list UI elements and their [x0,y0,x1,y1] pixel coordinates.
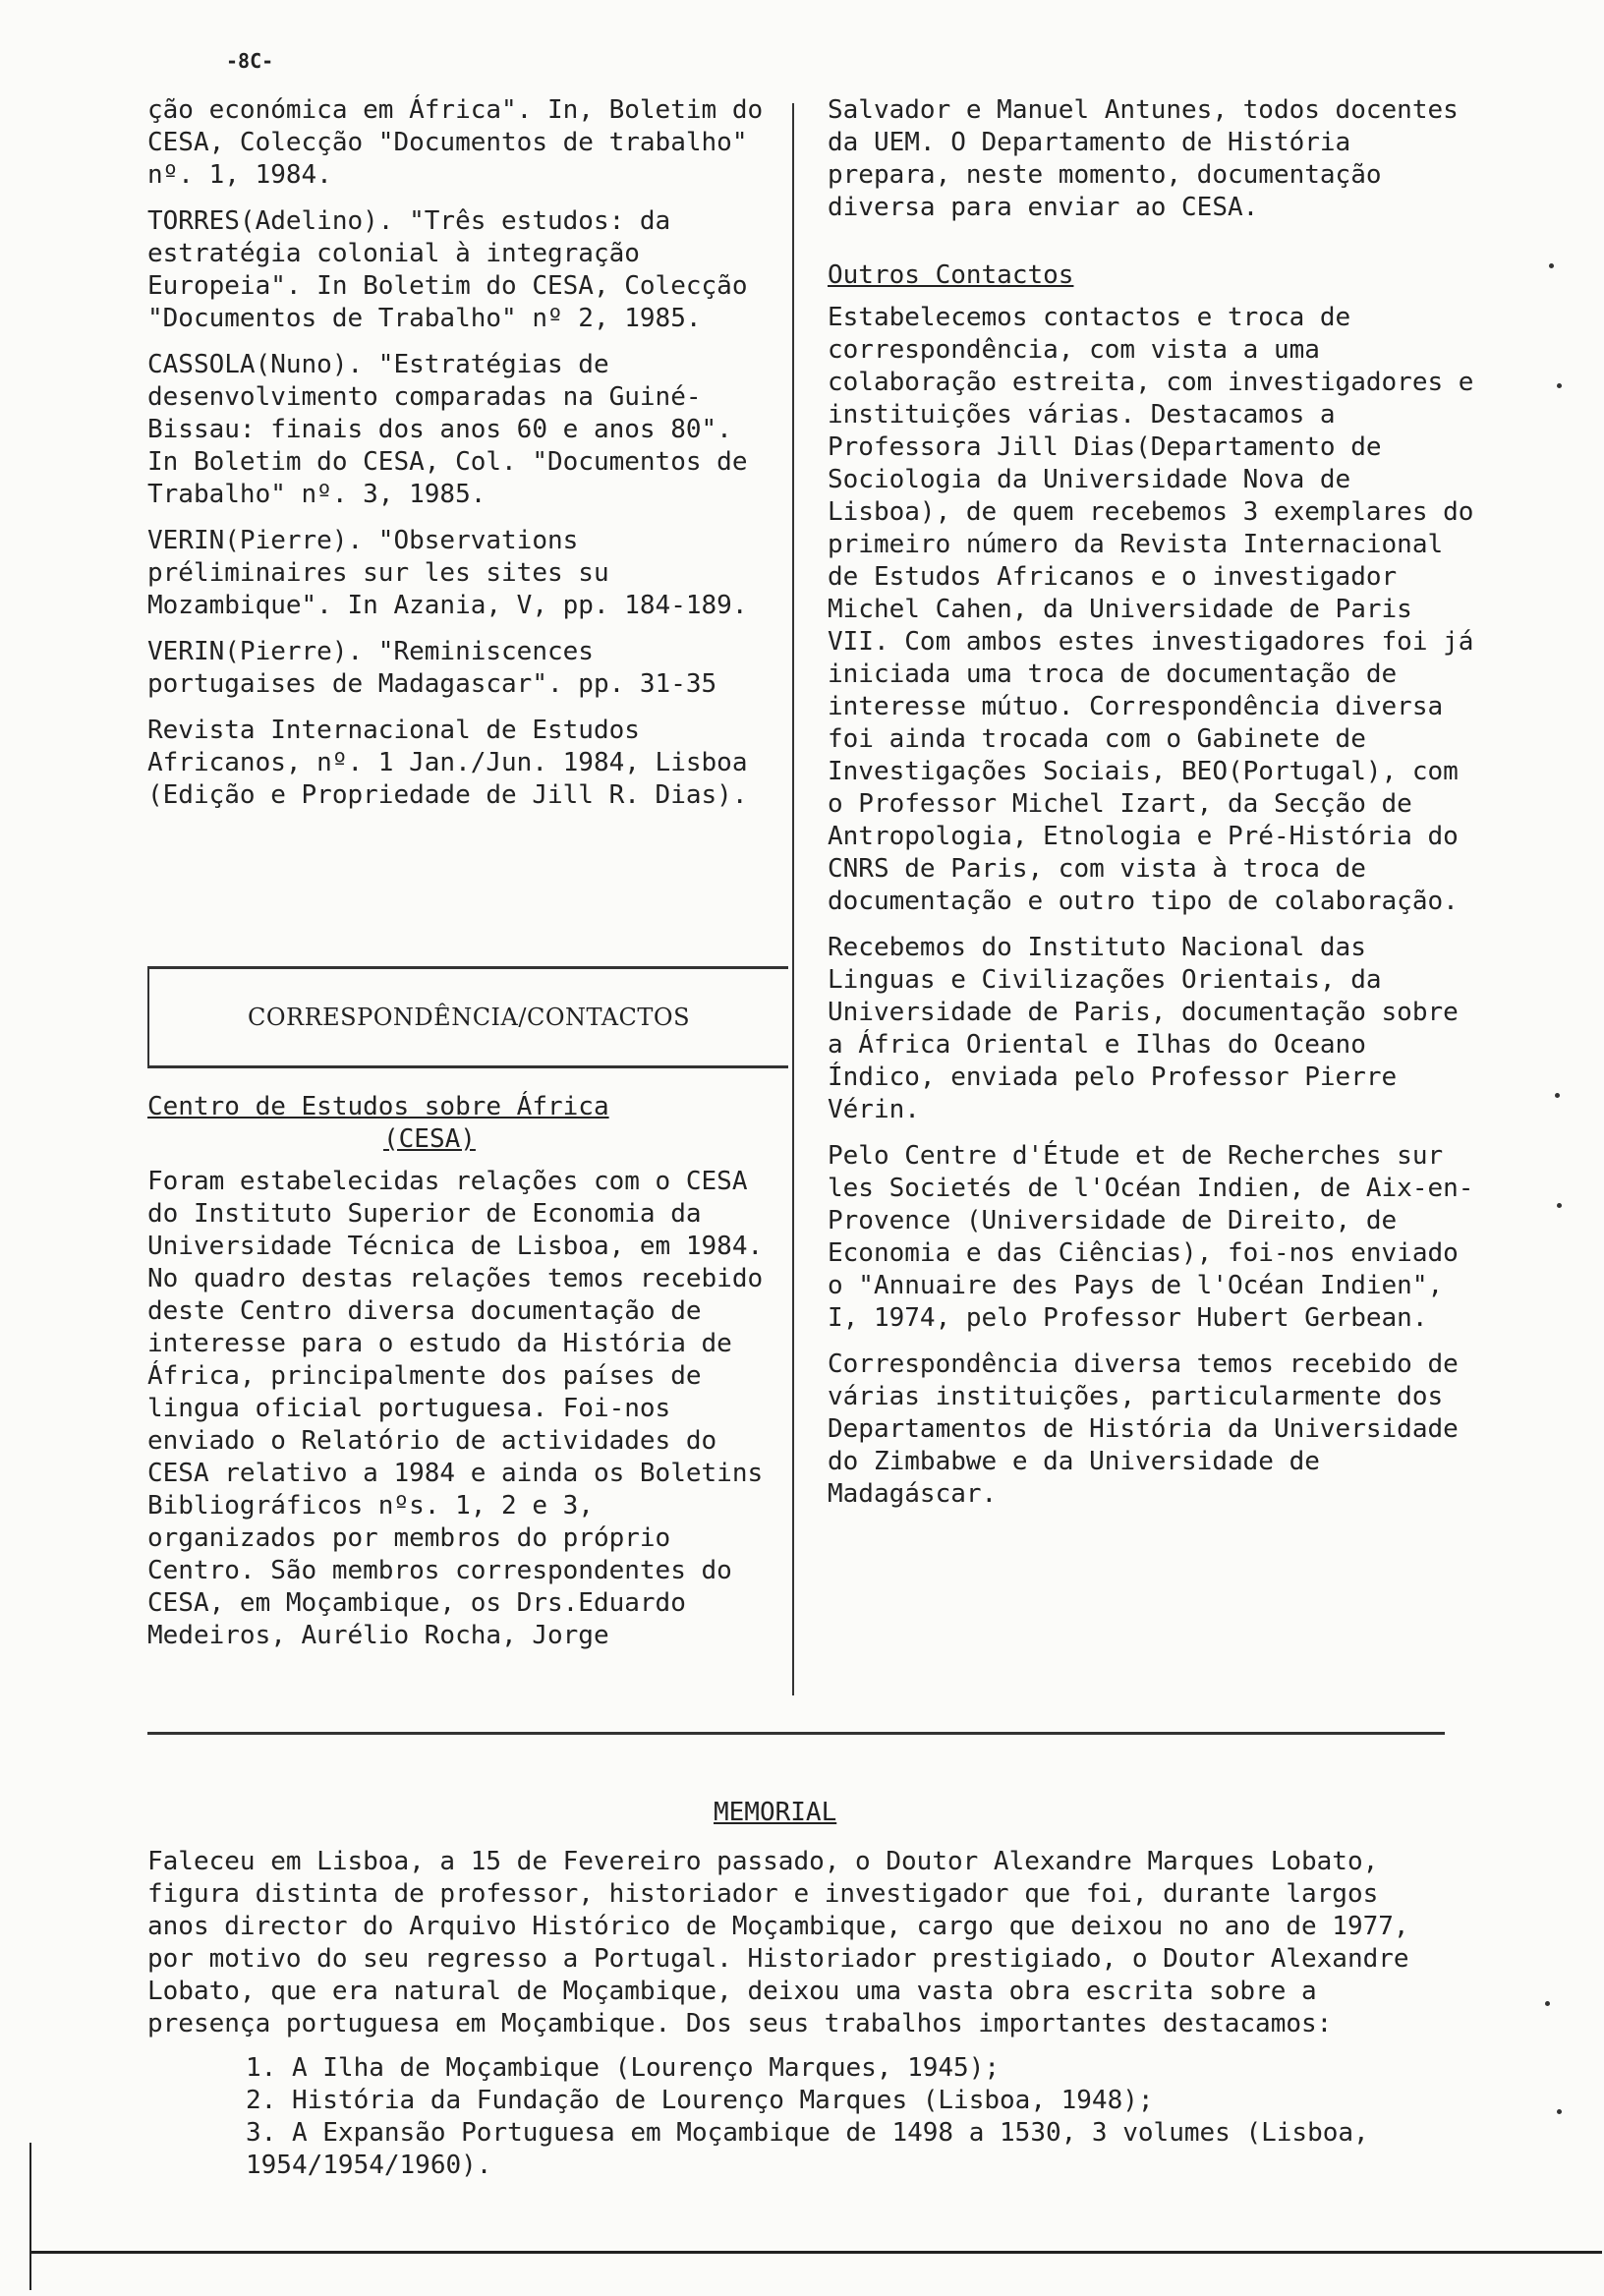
scan-speck [1557,383,1562,388]
right-paragraph: Recebemos do Instituto Nacional das Linguas e Civilizações Orientais, da Universidade de Paris, documentação sobre a África Oriental e Ilhas do Oceano Índico, enviada pelo Professor Pierre Vérin. [828,933,1459,1124]
reference-entry: TORRES(Adelino). "Três estudos: da estratégia colonial à integração Europeia". In Boletim do CESA, Colecção "Documentos de Trabalho" nº 2, 1985. [147,206,748,333]
bottom-margin-line [29,2143,31,2290]
reference-entry: VERIN(Pierre). "Reminiscences portugaises de Madagascar". pp. 31-35 [147,637,717,699]
memorial-section [147,1846,1455,2182]
memorial-body: Faleceu em Lisboa, a 15 de Fevereiro passado, o Doutor Alexandre Marques Lobato, figura distinta de professor, historiador e investigador que foi, durante largos anos director do Arquivo Histórico de Moçambique, cargo que deixou no ano de 1977, por motivo do seu regresso a Portugal. Historiador prestigiado, o Doutor Alexandre Lobato, que era natural de Moçambique, deixou uma vasta obra escrita sobre a presença portuguesa em Moçambique. Dos seus trabalhos importantes destacamos: [147,1847,1409,2038]
list-item: 3. A Expansão Portuguesa em Moçambique de 1498 a 1530, 3 volumes (Lisboa, 1954/1954/1960). [246,2118,1369,2180]
list-item: 2. História da Fundação de Lourenço Marques (Lisboa, 1948); [246,2086,1154,2115]
page-number: -8C- [226,49,274,73]
cesa-section [147,1091,776,1666]
section-title: CORRESPONDÊNCIA/CONTACTOS [247,1003,691,1031]
scan-speck [1549,263,1554,268]
section-title-box [147,966,788,1068]
scan-speck [1555,1093,1560,1098]
list-item: 1. A Ilha de Moçambique (Lourenço Marques, 1945); [246,2053,1001,2083]
cesa-body: Foram estabelecidas relações com o CESA do Instituto Superior de Economia da Universidade Técnica de Lisboa, em 1984. No quadro destas relações temos recebido deste Centro diversa documentação de interesse para o estudo da História de África, principalmente dos países de lingua oficial portuguesa. Foi-nos enviado o Relatório de actividades do CESA relativo a 1984 e ainda os Boletins Bibliográficos nºs. 1, 2 e 3, organizados por membros do próprio Centro. São membros correspondentes do CESA, em Moçambique, os Drs.Eduardo Medeiros, Aurélio Rocha, Jorge [147,1167,764,1650]
cesa-subheading: (CESA) [383,1124,476,1154]
works-list [246,2052,1455,2182]
reference-entry: VERIN(Pierre). "Observations préliminaires sur les sites su Mozambique". In Azania, V, pp. 184-189. [147,526,748,620]
outros-contactos-heading: Outros Contactos [828,260,1074,290]
section-divider [147,1732,1445,1735]
left-column [147,94,776,826]
reference-entry: CASSOLA(Nuno). "Estratégias de desenvolvimento comparadas na Guiné-Bissau: finais dos anos 60 e anos 80". In Boletim do CESA, Col. "Documentos de Trabalho" nº. 3, 1985. [147,350,748,509]
bottom-rule [29,2251,1602,2254]
scan-speck [1557,1203,1562,1208]
scan-speck [1557,2109,1562,2114]
right-paragraph: Correspondência diversa temos recebido de várias instituições, particularmente dos Departamentos de História da Universidade do Zimbabwe e da Universidade de Madagáscar. [828,1349,1459,1509]
right-column [828,94,1486,1524]
cesa-heading: Centro de Estudos sobre África [147,1092,609,1121]
right-intro: Salvador e Manuel Antunes, todos docentes da UEM. O Departamento de História prepara, neste momento, documentação diversa para enviar ao CESA. [828,95,1459,222]
memorial-title: MEMORIAL [714,1798,837,1827]
scan-speck [1545,2001,1550,2006]
reference-entry: ção económica em África". In, Boletim do CESA, Colecção "Documentos de trabalho" nº. 1, 1984. [147,95,764,190]
reference-entry: Revista Internacional de Estudos Africanos, nº. 1 Jan./Jun. 1984, Lisboa (Edição e Propriedade de Jill R. Dias). [147,716,748,810]
right-paragraph: Pelo Centre d'Étude et de Recherches sur les Societés de l'Océan Indien, de Aix-en-Provence (Universidade de Direito, de Economia e das Ciências), foi-nos enviado o "Annuaire des Pays de l'Océan Indien", I, 1974, pelo Professor Hubert Gerbean. [828,1141,1474,1333]
right-paragraph: Estabelecemos contactos e troca de correspondência, com vista a uma colaboração estreita, com investigadores e instituições várias. Destacamos a Professora Jill Dias(Departamento de Sociologia da Universidade Nova de Lisboa), de quem recebemos 3 exemplares do primeiro número da Revista Internacional de Estudos Africanos e o investigador Michel Cahen, da Universidade de Paris VII. Com ambos estes investigadores foi já iniciada uma troca de documentação de interesse mútuo. Correspondência diversa foi ainda trocada com o Gabinete de Investigações Sociais, BEO(Portugal), com o Professor Michel Izart, da Secção de Antropologia, Etnologia e Pré-História do CNRS de Paris, com vista à troca de documentação e outro tipo de colaboração. [828,303,1474,916]
column-divider [792,103,794,1695]
